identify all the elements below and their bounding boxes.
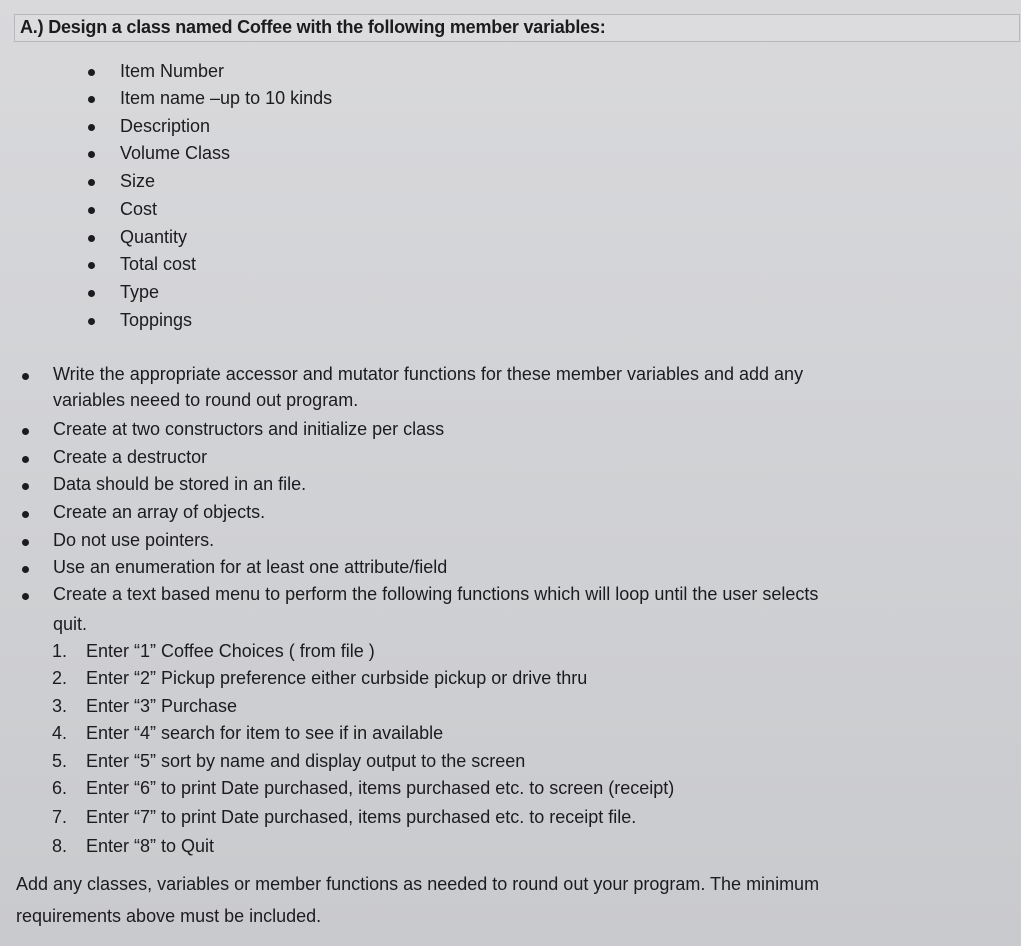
bullet-icon [22,483,29,490]
bullet-icon [88,69,95,76]
bullet-icon [22,566,29,573]
bullet-icon [88,179,95,186]
menu-option: 3. Enter “3” Purchase [52,696,238,716]
requirement-continuation: variables neeed to round out program. [53,390,359,410]
bullet-icon [22,428,29,435]
bullet-icon [88,207,95,214]
bullet-icon [88,124,95,131]
bullet-icon [22,539,29,546]
bullet-icon [88,290,95,297]
bullet-icon [22,456,29,463]
bullet-icon [22,373,29,380]
requirement-continuation: quit. [53,614,88,634]
menu-option: 5. Enter “5” sort by name and display output to the screen [52,751,526,771]
menu-option: 4. Enter “4” search for item to see if in available [52,723,444,743]
menu-option: 6. Enter “6” to print Date purchased, items purchased etc. to screen (receipt) [52,778,675,798]
section-heading: A.) Design a class named Coffee with the following member variables: [20,17,606,37]
bullet-icon [88,262,95,269]
menu-option: 1. Enter “1” Coffee Choices ( from file ) [52,641,375,661]
bullet-icon [22,511,29,518]
bullet-icon [22,593,29,600]
menu-option: 8. Enter “8” to Quit [52,836,215,856]
bullet-icon [88,318,95,325]
document-page: A.) Design a class named Coffee with the following member variables: Item Number Item name –up to 10 kinds Description Volume Class Size Cost Quantity Total cost Type Toppings Write the appropriate accessor and mutator functions for these member variables and add any variables neeed to round out program. Create at two constructors and initialize per class Create a destructor Data should be stored in an file. Create an array of objects. Do not use pointers. Use an enumeration for at least one attribute/field Create a text based menu to perform the following functions which will loop until the user selects quit. 1. Enter “1” Coffee Choices ( from file ) 2. Enter “2” Pickup preference either curbside pickup or drive thru 3. Enter “3” Purchase 4. Enter “4” search for item to see if in available 5. Enter “5” sort by name and display output to the screen 6. Enter “6” to print Date purchased, items purchased etc. to screen (receipt) 7. Enter “7” to print Date purchased, items purchased etc. to receipt file. 8. Enter “8” to Quit Add any classes, variables or member functions as needed to round out your program. The minimum requirements above must be included. [0,0,1021,946]
footer-note: requirements above must be included. [16,906,322,926]
menu-option: 7. Enter “7” to print Date purchased, items purchased etc. to receipt file. [52,807,637,827]
bullet-icon [88,96,95,103]
bullet-icon [88,235,95,242]
menu-option: 2. Enter “2” Pickup preference either curbside pickup or drive thru [52,668,588,688]
footer-note: Add any classes, variables or member functions as needed to round out your program. The minimum [16,874,820,894]
bullet-icon [88,151,95,158]
